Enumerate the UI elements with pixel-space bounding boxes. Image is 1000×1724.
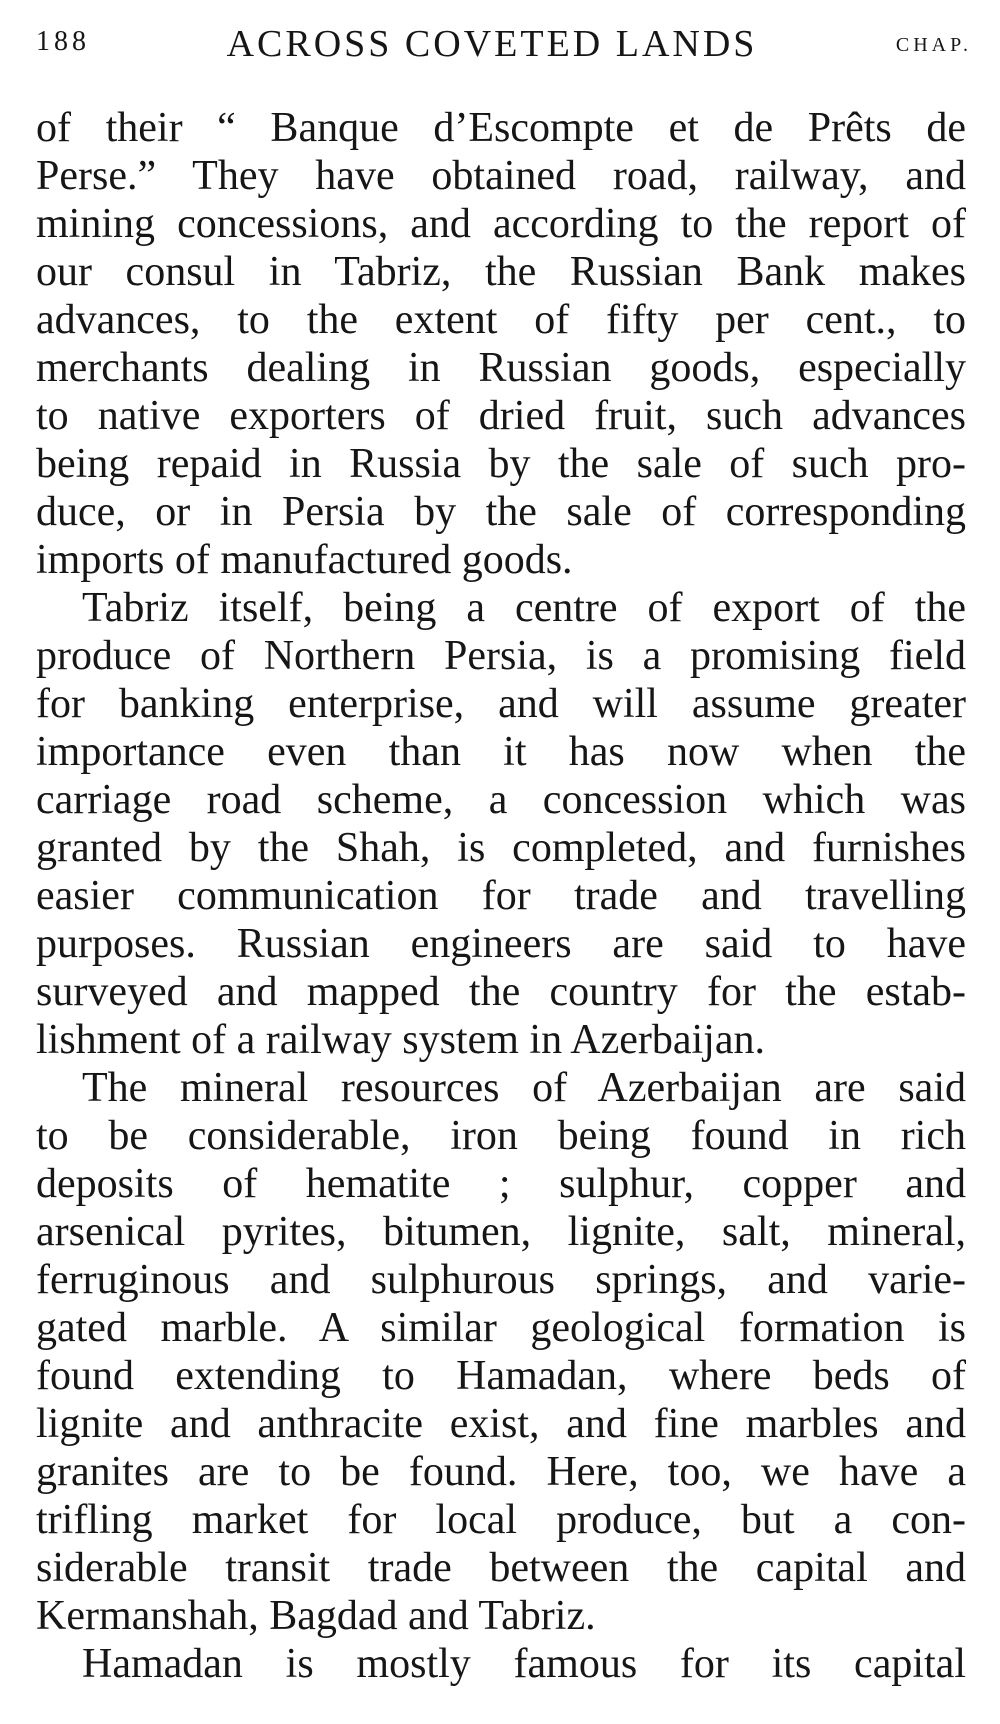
running-head — [36, 16, 976, 66]
text-line: our consul in Tabriz, the Russian Bank makes — [36, 249, 966, 295]
paragraph-3 — [36, 1064, 966, 1640]
text-line: for banking enterprise, and will assume greater — [36, 681, 966, 727]
paragraph-4 — [36, 1640, 966, 1688]
body-text — [36, 104, 966, 1688]
chapter-mark: CHAP. — [895, 34, 972, 56]
text-line: duce, or in Persia by the sale of corresponding — [36, 489, 966, 535]
text-line: ferruginous and sulphurous springs, and varie- — [36, 1257, 966, 1303]
paragraph-1 — [36, 104, 966, 584]
text-line: siderable transit trade between the capital and — [36, 1545, 966, 1591]
paragraph-2 — [36, 584, 966, 1064]
text-line: produce of Northern Persia, is a promising field — [36, 633, 966, 679]
text-line: easier communication for trade and travelling — [36, 873, 966, 919]
text-line: lishment of a railway system in Azerbaijan. — [36, 1017, 765, 1063]
text-line: granted by the Shah, is completed, and furnishes — [36, 825, 966, 871]
text-line: The mineral resources of Azerbaijan are said — [82, 1065, 966, 1111]
text-line: Tabriz itself, being a centre of export of the — [82, 585, 966, 631]
text-line: lignite and anthracite exist, and fine marbles and — [36, 1401, 966, 1447]
text-line: deposits of hematite ; sulphur, copper and — [36, 1161, 966, 1207]
text-line: trifling market for local produce, but a con- — [36, 1497, 966, 1543]
text-line: arsenical pyrites, bitumen, lignite, salt, mineral, — [36, 1209, 966, 1255]
text-line: surveyed and mapped the country for the estab- — [36, 969, 966, 1015]
text-line: granites are to be found. Here, too, we have a — [36, 1449, 966, 1495]
text-line: advances, to the extent of fifty per cent., to — [36, 297, 966, 343]
text-line: of their “ Banque d’Escompte et de Prêts de — [36, 105, 966, 151]
text-line: gated marble. A similar geological formation is — [36, 1305, 966, 1351]
text-line: Hamadan is mostly famous for its capital — [82, 1641, 966, 1687]
page-number: 188 — [36, 26, 90, 57]
text-line: found extending to Hamadan, where beds of — [36, 1353, 966, 1399]
text-line: Perse.” They have obtained road, railway, and — [36, 153, 966, 199]
book-title: ACROSS COVETED LANDS — [226, 23, 758, 65]
text-line: to be considerable, iron being found in rich — [36, 1113, 966, 1159]
text-line: mining concessions, and according to the report of — [36, 201, 966, 247]
text-line: imports of manufactured goods. — [36, 537, 573, 583]
text-line: merchants dealing in Russian goods, especially — [36, 345, 966, 391]
text-line: to native exporters of dried fruit, such advances — [36, 393, 966, 439]
text-line: purposes. Russian engineers are said to have — [36, 921, 966, 967]
text-line: importance even than it has now when the — [36, 729, 966, 775]
text-line: Kermanshah, Bagdad and Tabriz. — [36, 1593, 596, 1639]
text-line: being repaid in Russia by the sale of such pro- — [36, 441, 966, 487]
text-line: carriage road scheme, a concession which was — [36, 777, 966, 823]
